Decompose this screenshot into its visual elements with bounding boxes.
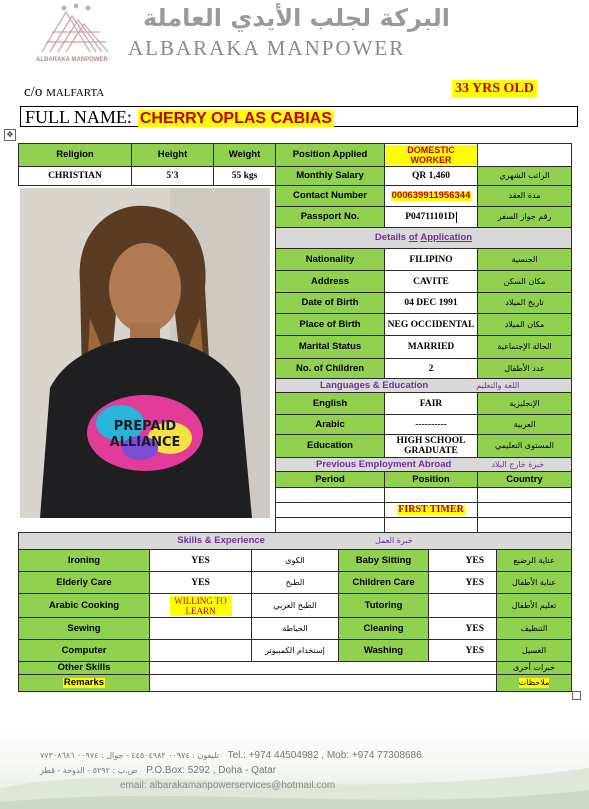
tutoring-value [428,593,497,618]
remarks-label-cell [18,674,150,692]
footer-email[interactable]: email: albarakamanpowerservices@hotmail.com [120,780,336,791]
sewing-ar: الخياطة [251,617,339,640]
details-title-application: Application [420,232,473,243]
cleaning-value: YES [428,617,497,640]
date-of-birth-ar: تاريخ الميلاد [477,292,572,314]
footer-address-ar: ص.ب : ٥٢٩٢ - الدوحة - قطر [40,766,138,775]
weight-value: 55 kgs [213,166,276,186]
brand-name-english: ALBARAKA MANPOWER [128,36,406,60]
footer-phone-line [40,750,430,761]
employment-row-3-position [384,517,478,533]
care-of-name: MALFARTA [46,87,105,99]
washing-value: YES [428,639,497,662]
english-value: FAIR [384,392,478,415]
footer-address: P.O.Box: 5292 , Doha - Qatar [146,765,277,776]
computer-label: Computer [18,639,150,662]
employment-row-1-period [275,487,385,503]
employment-row-3-period [275,517,385,533]
other-skills-ar: خبرات أخرى [496,661,572,675]
position-applied-label: Position Applied [275,143,385,167]
cleaning-label: Cleaning [338,617,429,640]
baby-sitting-ar: عناية الرضيع [496,549,572,572]
care-of-line [24,84,104,101]
languages-title-en: Languages & Education [320,379,429,391]
shirt-print-line-1: PREPAID [113,419,177,434]
skills-title-ar: خبرة العمل [374,536,413,545]
height-header: Height [131,143,214,167]
children-care-label: Children Care [338,571,429,594]
remarks-ar-cell [496,674,572,692]
full-name-value: CHERRY OPLAS CABIAS [139,110,332,127]
skills-title-en: Skills & Experience [177,535,265,546]
arabic-cooking-text: WILLING TO LEARN [170,596,232,616]
employment-title-ar: خبرة خارج البلاد [491,459,545,469]
arabic-value: ---------- [384,414,478,435]
company-logo [36,2,118,64]
washing-label: Washing [338,639,429,662]
care-of-prefix: c/o [24,84,43,100]
remarks-value [149,674,497,692]
english-label: English [275,392,385,415]
employment-country-header: Country [477,471,572,488]
ironing-ar: الكوى [251,549,339,572]
position-applied-ar [477,143,572,167]
arabic-cooking-ar: الطبخ العربي [251,593,339,618]
employment-row-1-position [384,487,478,503]
passport-number-text: P04711101D [405,212,455,222]
employment-period-header: Period [275,471,385,488]
details-title-of: of [408,232,418,243]
address-ar: مكان السكن [477,270,572,293]
baby-sitting-label: Baby Sitting [338,549,429,572]
children-care-value: YES [428,571,497,594]
position-applied-value [384,143,478,167]
employment-title-en: Previous Employment Abroad [316,458,452,470]
sewing-value [149,617,252,640]
contact-number-ar: مدة العقد [477,185,572,207]
religion-value: CHRISTIAN [18,166,132,186]
place-of-birth-ar: مكان الميلاد [477,313,572,336]
employment-row-1-country [477,487,572,503]
computer-ar: إستخدام الكمبيوتر [251,639,339,662]
other-skills-label: Other Skills [18,661,150,675]
employment-row-2-country [477,502,572,518]
footer-address-line [40,765,370,776]
text-cursor [456,212,457,223]
ironing-label: Ironing [18,549,150,572]
sewing-label: Sewing [18,617,150,640]
shirt-print-line-2: ALLIANCE [109,435,181,450]
english-ar: الإنجليزية [477,392,572,415]
date-of-birth-value: 04 DEC 1991 [384,292,478,314]
arabic-label: Arabic [275,414,385,435]
elderly-care-label: Elderly Care [18,571,150,594]
education-ar: المستوى التعليمي [477,434,572,458]
marital-status-label: Marital Status [275,335,385,359]
address-value: CAVITE [384,270,478,293]
religion-header: Religion [18,143,132,167]
languages-section-title [275,378,572,393]
footer-phone-ar: تليفون : ٠٠٩٧٤ ٤٤٥٠٤٩٨٢ - جوال : ٠٠٩٧٤ ٧٧٣٠٨٦٨٦ [40,751,219,760]
employment-row-3-country [477,517,572,533]
employment-section-title [275,457,572,472]
position-applied-text: DOMESTIC WORKER [385,145,477,165]
washing-ar: الغسيل [496,639,572,662]
no-of-children-value: 2 [384,358,478,379]
marital-status-value: MARRIED [384,335,478,359]
baby-sitting-value: YES [428,549,497,572]
full-name-row [20,106,578,127]
passport-number-label: Passport No. [275,206,385,228]
children-care-ar: عناية الأطفال [496,571,572,594]
tutoring-label: Tutoring [338,593,429,618]
table-resize-handle[interactable] [572,691,581,700]
brand-name-arabic: البركة لجلب الأيدي العاملة [142,4,450,32]
arabic-cooking-label: Arabic Cooking [18,593,150,618]
passport-number-value[interactable] [384,206,478,228]
other-skills-value [149,661,497,675]
weight-header: Weight [213,143,276,167]
computer-value [149,639,252,662]
passport-number-ar: رقم جواز السفر [477,206,572,228]
place-of-birth-value: NEG OCCIDENTAL [384,313,478,336]
nationality-ar: الجنسية [477,248,572,271]
ironing-value: YES [149,549,252,572]
monthly-salary-value: QR 1,460 [384,166,478,186]
employment-row-2-period [275,502,385,518]
table-move-handle-icon[interactable]: ✥ [4,129,16,141]
contact-number-label: Contact Number [275,185,385,207]
details-title-prefix: Details [374,232,407,243]
employment-position-header: Position [384,471,478,488]
candidate-photo [20,188,270,518]
employment-row-2-position [384,502,478,518]
cleaning-ar: التنظيف [496,617,572,640]
address-label: Address [275,270,385,293]
nationality-value: FILIPINO [384,248,478,271]
footer-phone: Tel.: +974 44504982 , Mob: +974 77308686 [227,750,422,761]
date-of-birth-label: Date of Birth [275,292,385,314]
languages-title-ar: اللغة والتعليم [476,380,520,390]
arabic-ar: العربية [477,414,572,435]
marital-status-ar: الحالة الإجتماعية [477,335,572,359]
contact-number-value [384,185,478,207]
no-of-children-ar: عدد الأطفال [477,358,572,379]
elderly-care-value: YES [149,571,252,594]
height-value: 5'3 [131,166,214,186]
nationality-label: Nationality [275,248,385,271]
no-of-children-label: No. of Children [275,358,385,379]
place-of-birth-label: Place of Birth [275,313,385,336]
education-value: HIGH SCHOOL GRADUATE [384,434,478,458]
age-badge: 33 YRS OLD [452,80,537,98]
education-label: Education [275,434,385,458]
first-timer-badge: FIRST TIMER [398,504,464,515]
skills-section-title [18,532,572,550]
contact-number-text: 000639911956344 [391,190,471,201]
elderly-care-ar: الطبخ [251,571,339,594]
details-section-title [275,227,572,249]
remarks-label: Remarks [63,677,105,688]
tutoring-ar: تعليم الأطفال [496,593,572,618]
remarks-ar: ملاحظات [518,678,550,687]
logo-caption: ALBARAKA MANPOWER [36,57,108,63]
arabic-cooking-value [149,593,252,618]
monthly-salary-label: Monthly Salary [275,166,385,186]
monthly-salary-ar: الراتب الشهري [477,166,572,186]
full-name-label: FULL NAME: [25,107,132,127]
